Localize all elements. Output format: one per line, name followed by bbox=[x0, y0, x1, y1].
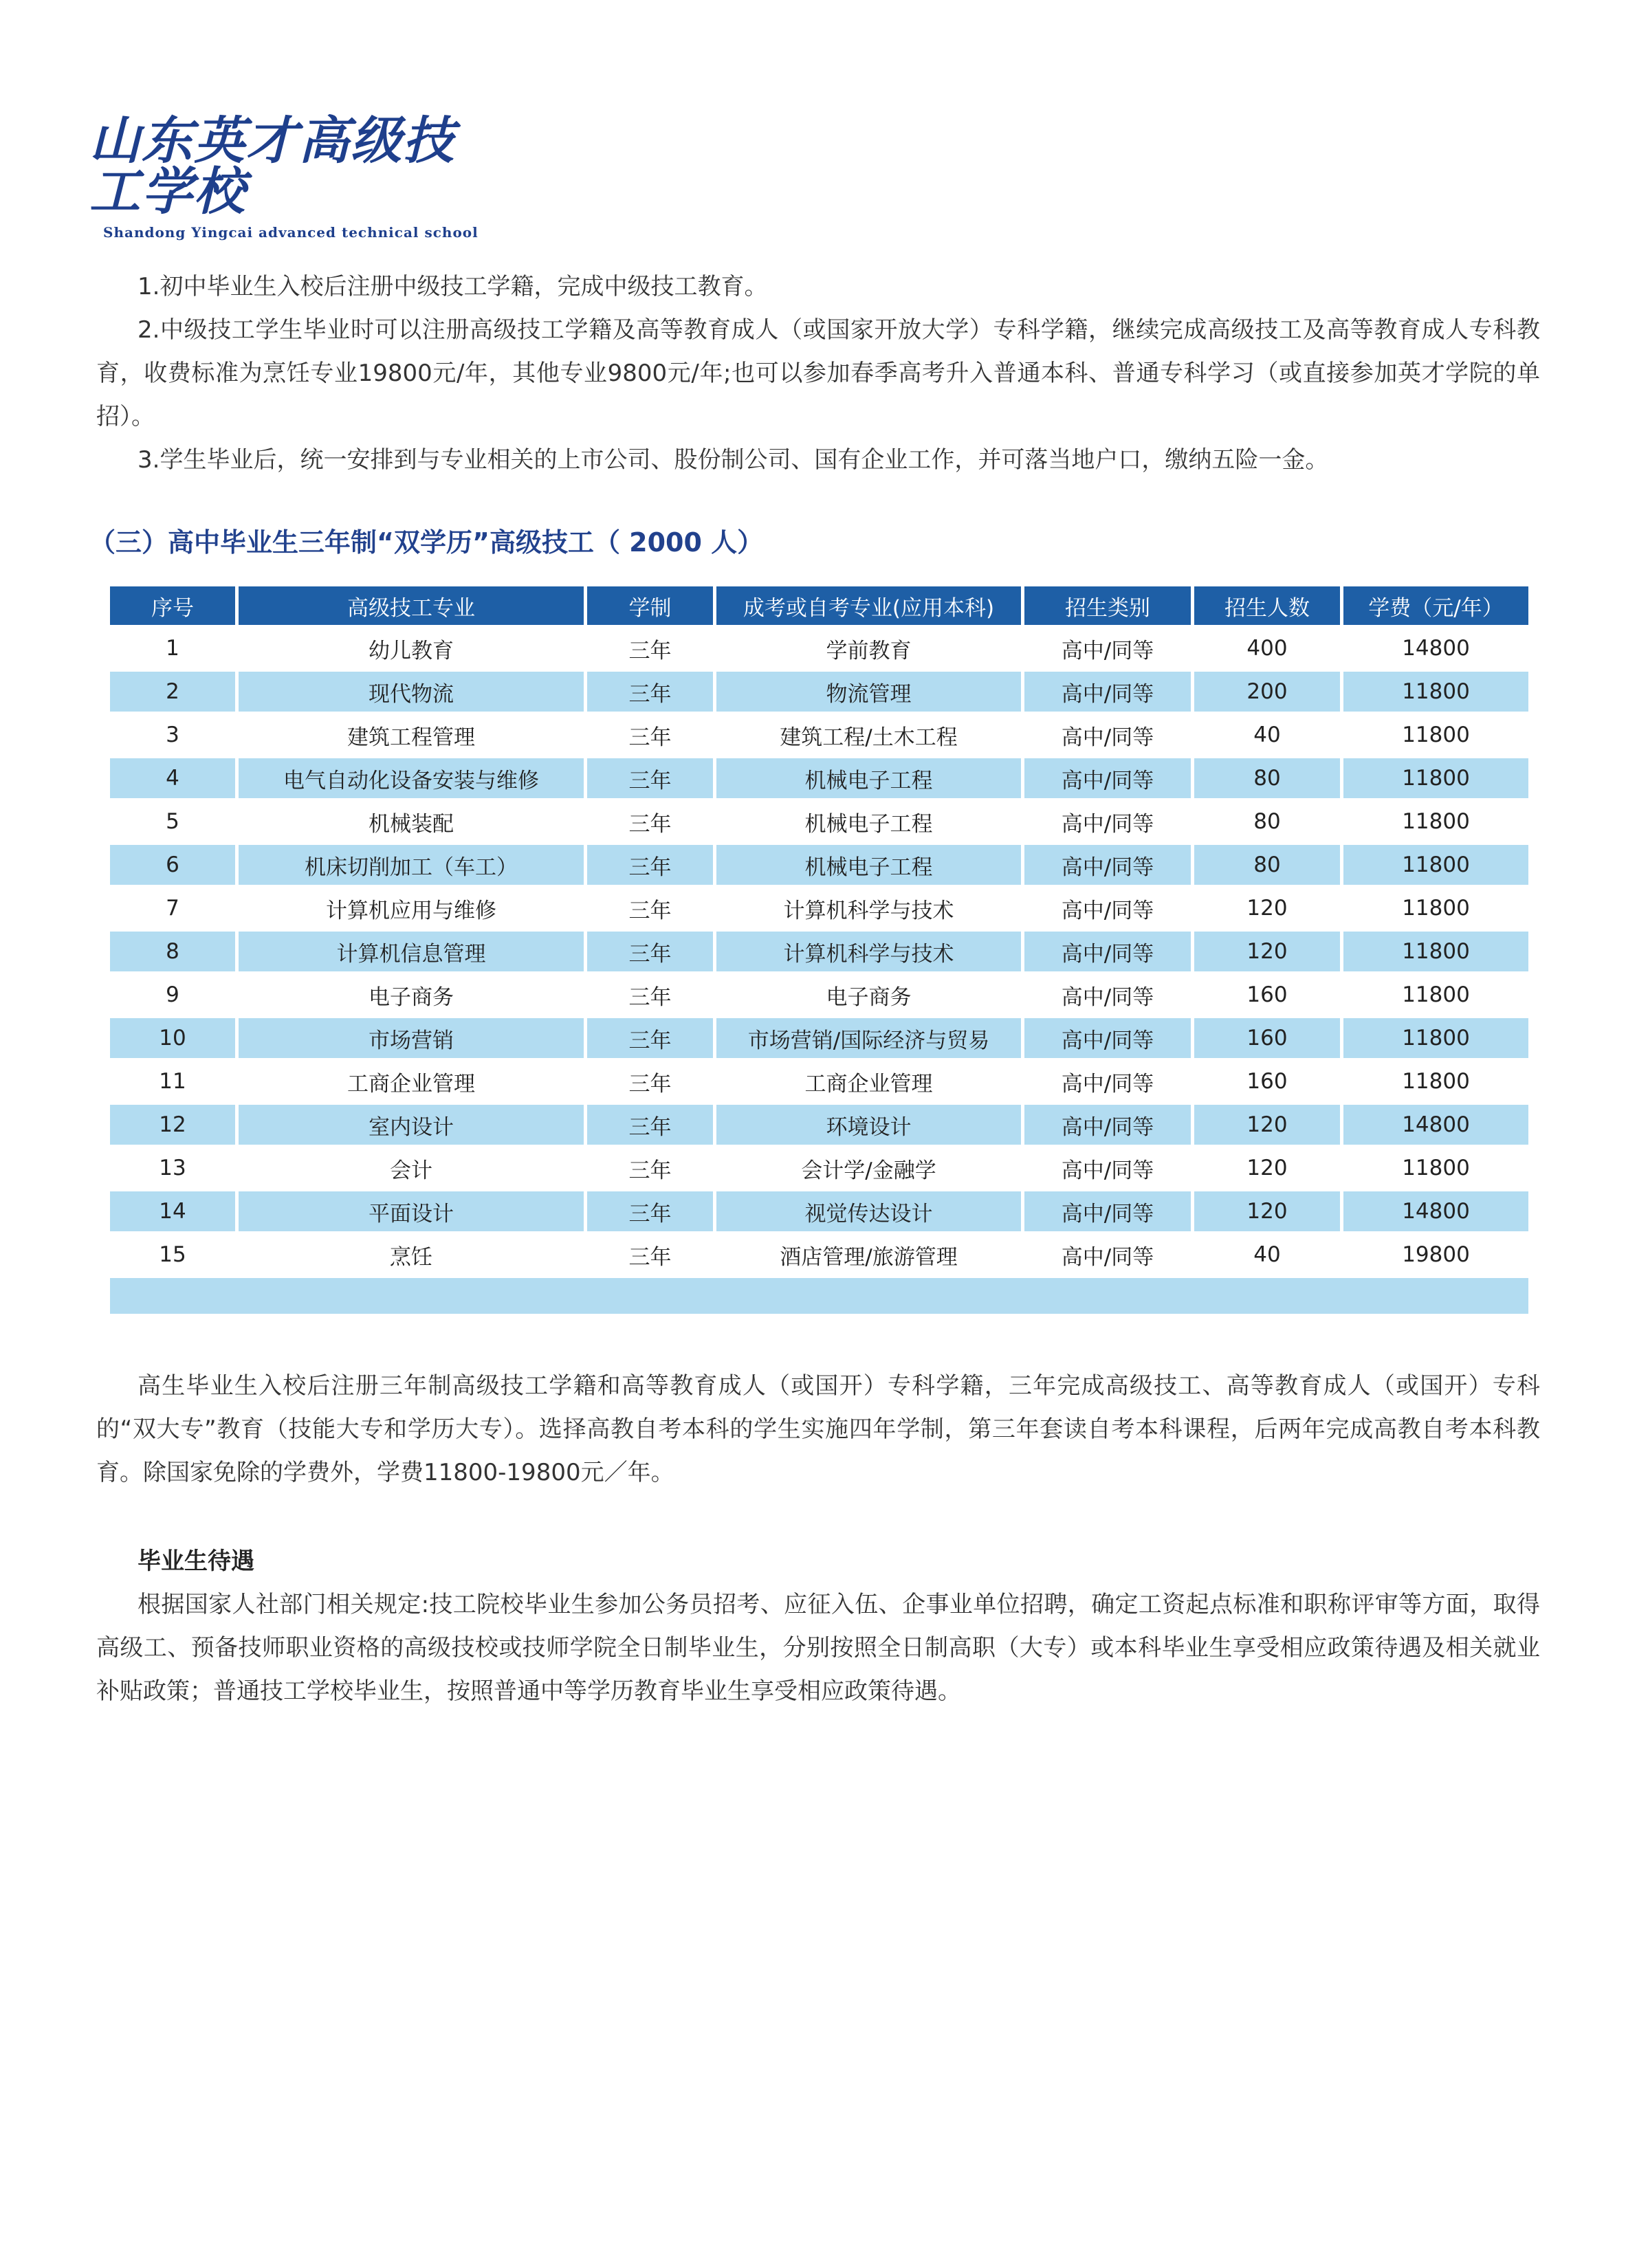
graduate-title: 毕业生待遇 bbox=[138, 1548, 254, 1575]
logo-subtitle: Shandong Yingcai advanced technical school bbox=[103, 224, 479, 241]
cell-degree-major: 建筑工程/土木工程 bbox=[780, 725, 958, 750]
cell-tuition: 11800 bbox=[1402, 809, 1470, 834]
table-row bbox=[110, 1061, 1528, 1101]
cell-major: 工商企业管理 bbox=[347, 1071, 475, 1097]
after-table-text bbox=[96, 1365, 1540, 1495]
intro-paragraph-2: 2.中级技工学生毕业时可以注册高级技工学籍及高等教育成人（或国家开放大学）专科学籍，继续完成高级技工及高等教育成人专科教育，收费标准为烹饪专业19800元/年，其他专业9800元/年;也可以参加春季高考升入普通本科、普通专科学习（或直接参加英才学院的单招）。 bbox=[96, 316, 1540, 430]
table-row bbox=[110, 1105, 1528, 1145]
cell-major: 电子商务 bbox=[369, 984, 454, 1010]
cell-index: 7 bbox=[166, 896, 179, 921]
cell-major: 计算机应用与维修 bbox=[326, 898, 496, 923]
cell-tuition: 11800 bbox=[1343, 1018, 1528, 1058]
cell-duration: 三年 bbox=[587, 932, 713, 971]
cell-index: 3 bbox=[166, 723, 179, 747]
graduate-paragraph: 根据国家人社部门相关规定:技工院校毕业生参加公务员招考、应征入伍、企事业单位招聘，确定工资起点标准和职称评审等方面，取得高级工、预备技师职业资格的高级技校或技师学院全日制毕业生，分别按照全日制高职（大专）或本科毕业生享受相应政策待遇及相关就业补贴政策；普通技工学校毕业生，按照普通中等学历教育毕业生享受相应政策待遇。 bbox=[96, 1591, 1540, 1705]
header-major: 高级技工专业 bbox=[239, 586, 584, 625]
cell-major: 建筑工程管理 bbox=[347, 725, 475, 750]
cell-index: 10 bbox=[110, 1018, 235, 1058]
cell-major: 平面设计 bbox=[239, 1191, 584, 1231]
header-duration: 学制 bbox=[587, 586, 713, 625]
cell-enrollment: 160 bbox=[1246, 1069, 1288, 1094]
table-row bbox=[110, 758, 1528, 798]
table-row bbox=[110, 1148, 1528, 1188]
cell-duration: 三年 bbox=[628, 638, 672, 663]
cell-enrollment: 40 bbox=[1253, 723, 1281, 747]
cell-degree-major: 机械电子工程 bbox=[716, 845, 1021, 885]
cell-tuition: 14800 bbox=[1343, 1191, 1528, 1231]
cell-degree-major: 学前教育 bbox=[826, 638, 912, 663]
after-table-paragraph: 高生毕业生入校后注册三年制高级技工学籍和高等教育成人（或国开）专科学籍，三年完成高级技工、高等教育成人（或国开）专科的“双大专”教育（技能大专和学历大专）。选择高教自考本科的学生实施四年学制，第三年套读自考本科课程，后两年完成高教自考本科教育。除国家免除的学费外，学费11800-19800元／年。 bbox=[96, 1372, 1540, 1486]
table-row bbox=[110, 715, 1528, 755]
cell-enrollment: 80 bbox=[1194, 845, 1340, 885]
cell-degree-major: 工商企业管理 bbox=[804, 1071, 933, 1097]
cell-enrollment: 120 bbox=[1194, 1191, 1340, 1231]
cell-index: 8 bbox=[110, 932, 235, 971]
table-row bbox=[110, 672, 1528, 712]
cell-category: 高中/同等 bbox=[1024, 672, 1191, 712]
cell-category: 高中/同等 bbox=[1024, 1105, 1191, 1145]
header-category: 招生类别 bbox=[1024, 586, 1191, 625]
cell-category: 高中/同等 bbox=[1024, 1191, 1191, 1231]
cell-degree-major: 机械电子工程 bbox=[716, 758, 1021, 798]
cell-degree-major: 会计学/金融学 bbox=[801, 1158, 936, 1183]
cell-major: 幼儿教育 bbox=[369, 638, 454, 663]
cell-duration: 三年 bbox=[587, 1105, 713, 1145]
cell-degree-major: 物流管理 bbox=[716, 672, 1021, 712]
cell-enrollment: 160 bbox=[1194, 1018, 1340, 1058]
cell-tuition: 11800 bbox=[1343, 845, 1528, 885]
cell-major: 会计 bbox=[390, 1158, 432, 1183]
cell-index: 2 bbox=[110, 672, 235, 712]
header-index: 序号 bbox=[110, 586, 235, 625]
cell-index: 13 bbox=[159, 1156, 186, 1180]
cell-tuition: 11800 bbox=[1402, 896, 1470, 921]
header-enrollment: 招生人数 bbox=[1194, 586, 1340, 625]
cell-duration: 三年 bbox=[587, 672, 713, 712]
cell-degree-major: 电子商务 bbox=[826, 984, 912, 1010]
school-logo bbox=[89, 111, 502, 241]
table-row bbox=[110, 975, 1528, 1015]
table-row bbox=[110, 1235, 1528, 1275]
cell-duration: 三年 bbox=[628, 1244, 672, 1270]
section-heading: （三）高中毕业生三年制“双学历”高级技工（ 2000 人） bbox=[89, 527, 764, 558]
intro-text bbox=[96, 265, 1540, 482]
cell-tuition: 19800 bbox=[1402, 1242, 1470, 1267]
cell-duration: 三年 bbox=[587, 1018, 713, 1058]
cell-duration: 三年 bbox=[628, 984, 672, 1010]
cell-index: 11 bbox=[159, 1069, 186, 1094]
cell-category: 高中/同等 bbox=[1024, 845, 1191, 885]
table-row bbox=[110, 1191, 1528, 1231]
cell-duration: 三年 bbox=[628, 898, 672, 923]
cell-index: 9 bbox=[166, 982, 179, 1007]
table-row bbox=[110, 628, 1528, 668]
cell-major: 烹饪 bbox=[390, 1244, 432, 1270]
cell-enrollment: 80 bbox=[1253, 809, 1281, 834]
cell-degree-major: 环境设计 bbox=[716, 1105, 1021, 1145]
intro-paragraph-3: 3.学生毕业后，统一安排到与专业相关的上市公司、股份制公司、国有企业工作，并可落当地户口，缴纳五险一金。 bbox=[138, 446, 1329, 474]
cell-category: 高中/同等 bbox=[1024, 932, 1191, 971]
table-row bbox=[110, 845, 1528, 885]
cell-degree-major: 酒店管理/旅游管理 bbox=[780, 1244, 958, 1270]
header-degree-major: 成考或自考专业(应用本科) bbox=[716, 586, 1021, 625]
cell-duration: 三年 bbox=[628, 1158, 672, 1183]
table-footer-cell bbox=[110, 1278, 1528, 1314]
cell-index: 12 bbox=[110, 1105, 235, 1145]
cell-tuition: 11800 bbox=[1343, 932, 1528, 971]
cell-enrollment: 120 bbox=[1194, 1105, 1340, 1145]
cell-duration: 三年 bbox=[587, 1191, 713, 1231]
cell-index: 5 bbox=[166, 809, 179, 834]
cell-major: 电气自动化设备安装与维修 bbox=[239, 758, 584, 798]
cell-degree-major: 计算机科学与技术 bbox=[716, 932, 1021, 971]
table-row bbox=[110, 1018, 1528, 1058]
cell-enrollment: 200 bbox=[1194, 672, 1340, 712]
intro-paragraph-1: 1.初中毕业生入校后注册中级技工学籍，完成中级技工教育。 bbox=[138, 273, 768, 300]
cell-degree-major: 市场营销/国际经济与贸易 bbox=[716, 1018, 1021, 1058]
cell-category: 高中/同等 bbox=[1061, 1158, 1154, 1183]
cell-category: 高中/同等 bbox=[1061, 811, 1154, 837]
table-row bbox=[110, 802, 1528, 841]
cell-major: 现代物流 bbox=[239, 672, 584, 712]
cell-duration: 三年 bbox=[587, 758, 713, 798]
graduate-section bbox=[96, 1540, 1540, 1713]
cell-enrollment: 80 bbox=[1194, 758, 1340, 798]
cell-index: 4 bbox=[110, 758, 235, 798]
cell-tuition: 11800 bbox=[1343, 758, 1528, 798]
cell-category: 高中/同等 bbox=[1061, 984, 1154, 1010]
table-row bbox=[110, 932, 1528, 971]
logo-title: 山东英才高级技工学校 bbox=[89, 111, 455, 221]
cell-degree-major: 计算机科学与技术 bbox=[783, 898, 954, 923]
cell-category: 高中/同等 bbox=[1061, 898, 1154, 923]
cell-major: 机械装配 bbox=[369, 811, 454, 837]
majors-table bbox=[107, 583, 1532, 1317]
cell-category: 高中/同等 bbox=[1061, 1071, 1154, 1097]
table-footer-band bbox=[110, 1278, 1528, 1314]
cell-category: 高中/同等 bbox=[1061, 725, 1154, 750]
cell-index: 1 bbox=[166, 636, 179, 661]
cell-duration: 三年 bbox=[628, 1071, 672, 1097]
cell-major: 室内设计 bbox=[239, 1105, 584, 1145]
cell-tuition: 14800 bbox=[1343, 1105, 1528, 1145]
header-tuition: 学费（元/年） bbox=[1343, 586, 1528, 625]
cell-index: 15 bbox=[159, 1242, 186, 1267]
cell-duration: 三年 bbox=[628, 811, 672, 837]
cell-degree-major: 机械电子工程 bbox=[804, 811, 933, 837]
cell-category: 高中/同等 bbox=[1061, 638, 1154, 663]
cell-degree-major: 视觉传达设计 bbox=[716, 1191, 1021, 1231]
cell-category: 高中/同等 bbox=[1061, 1244, 1154, 1270]
cell-index: 6 bbox=[110, 845, 235, 885]
cell-tuition: 14800 bbox=[1402, 636, 1470, 661]
cell-enrollment: 40 bbox=[1253, 1242, 1281, 1267]
cell-duration: 三年 bbox=[587, 845, 713, 885]
cell-enrollment: 120 bbox=[1194, 932, 1340, 971]
cell-duration: 三年 bbox=[628, 725, 672, 750]
cell-enrollment: 160 bbox=[1246, 982, 1288, 1007]
cell-enrollment: 120 bbox=[1246, 1156, 1288, 1180]
cell-tuition: 11800 bbox=[1343, 672, 1528, 712]
cell-major: 市场营销 bbox=[239, 1018, 584, 1058]
cell-tuition: 11800 bbox=[1402, 982, 1470, 1007]
table-row bbox=[110, 888, 1528, 928]
cell-tuition: 11800 bbox=[1402, 1156, 1470, 1180]
cell-major: 机床切削加工（车工） bbox=[239, 845, 584, 885]
cell-category: 高中/同等 bbox=[1024, 758, 1191, 798]
cell-major: 计算机信息管理 bbox=[239, 932, 584, 971]
table-header-row bbox=[110, 586, 1528, 625]
cell-index: 14 bbox=[110, 1191, 235, 1231]
cell-enrollment: 120 bbox=[1246, 896, 1288, 921]
cell-tuition: 11800 bbox=[1402, 1069, 1470, 1094]
cell-tuition: 11800 bbox=[1402, 723, 1470, 747]
cell-category: 高中/同等 bbox=[1024, 1018, 1191, 1058]
cell-enrollment: 400 bbox=[1246, 636, 1288, 661]
